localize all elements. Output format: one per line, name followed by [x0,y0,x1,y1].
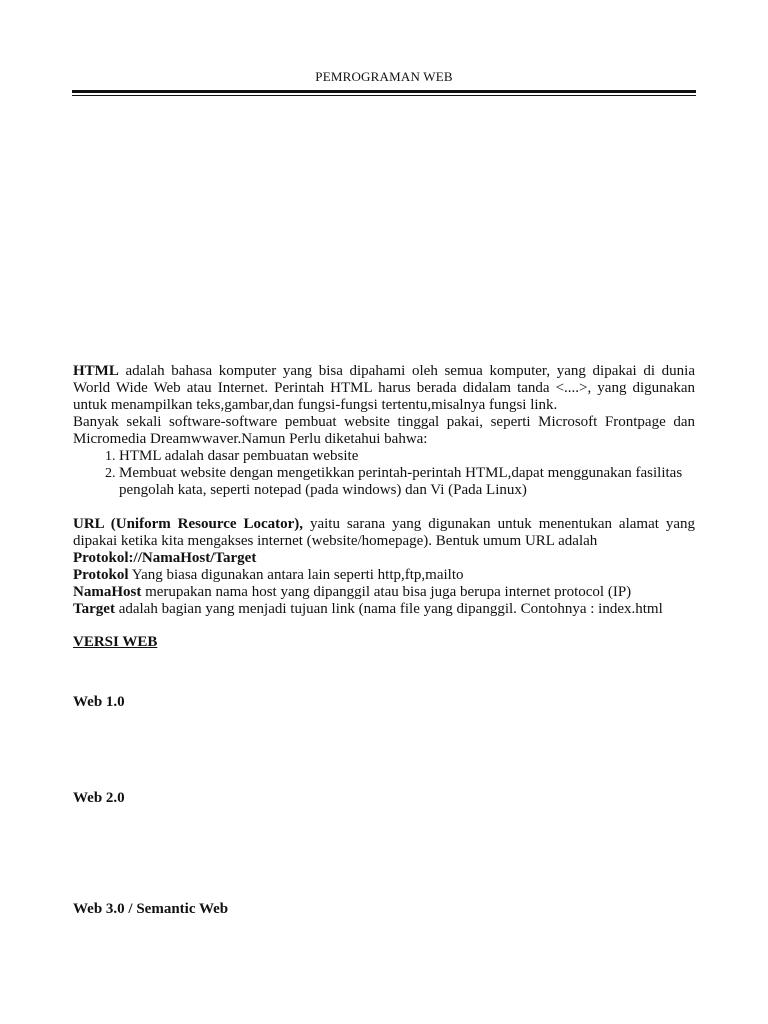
url-format-line [73,550,695,567]
document-body [73,363,695,618]
url-paragraph [73,516,695,550]
versi-web-heading: VERSI WEB [73,634,158,650]
list-item: 2. Membuat website dengan mengetikkan perintah-perintah HTML,dapat menggunakan fasilitas pengolah kata, seperti notepad (pada windows) dan Vi (Pada Linux) [119,465,695,499]
web-3-heading: Web 3.0 / Semantic Web [73,901,229,917]
protokol-description: Yang biasa digunakan antara lain seperti http,ftp,mailto [128,567,464,583]
target-line [73,601,695,618]
target-description: adalah bagian yang menjadi tujuan link (nama file yang dipanggil. Contohnya : index.html [114,601,663,617]
html-description: adalah bahasa komputer yang bisa dipahami oleh semua komputer, yang dipakai di dunia World Wide Web atau Internet. Perintah HTML harus berada didalam tanda <....>, yang digunakan untuk menampilkan teks,gambar,dan fungsi-fungsi tertentu,misalnya fungsi link. [73,363,695,413]
spacer [73,499,695,516]
url-description: yaitu sarana yang digunakan untuk menentukan alamat yang dipakai ketika kita mengakses internet (website/homepage). Bentuk umum URL adalah [73,516,695,549]
namahost-description: merupakan nama host yang dipanggil atau bisa juga berupa internet protocol (IP) [141,584,632,600]
html-facts-list [73,448,695,499]
web-1-heading: Web 1.0 [73,694,125,710]
html-term: HTML [73,363,119,379]
url-format: Protokol://NamaHost/Target [73,550,257,566]
protokol-term: Protokol [73,567,129,583]
target-term: Target [73,601,115,617]
namahost-term: NamaHost [73,584,142,600]
header-rule-thick [72,90,696,93]
header-rule-thin [72,95,696,96]
url-term: URL (Uniform Resource Locator), [73,516,304,532]
protokol-line [73,567,695,584]
list-item: 1. HTML adalah dasar pembuatan website [119,448,695,465]
html-paragraph [73,363,695,414]
namahost-line [73,584,695,601]
web-2-heading: Web 2.0 [73,790,125,806]
software-paragraph: Banyak sekali software-software pembuat website tinggal pakai, seperti Microsoft Frontpage dan Micromedia Dreamwwaver.Namun Perlu diketahui bahwa: [73,414,695,447]
header-title: PEMROGRAMAN WEB [315,69,453,84]
